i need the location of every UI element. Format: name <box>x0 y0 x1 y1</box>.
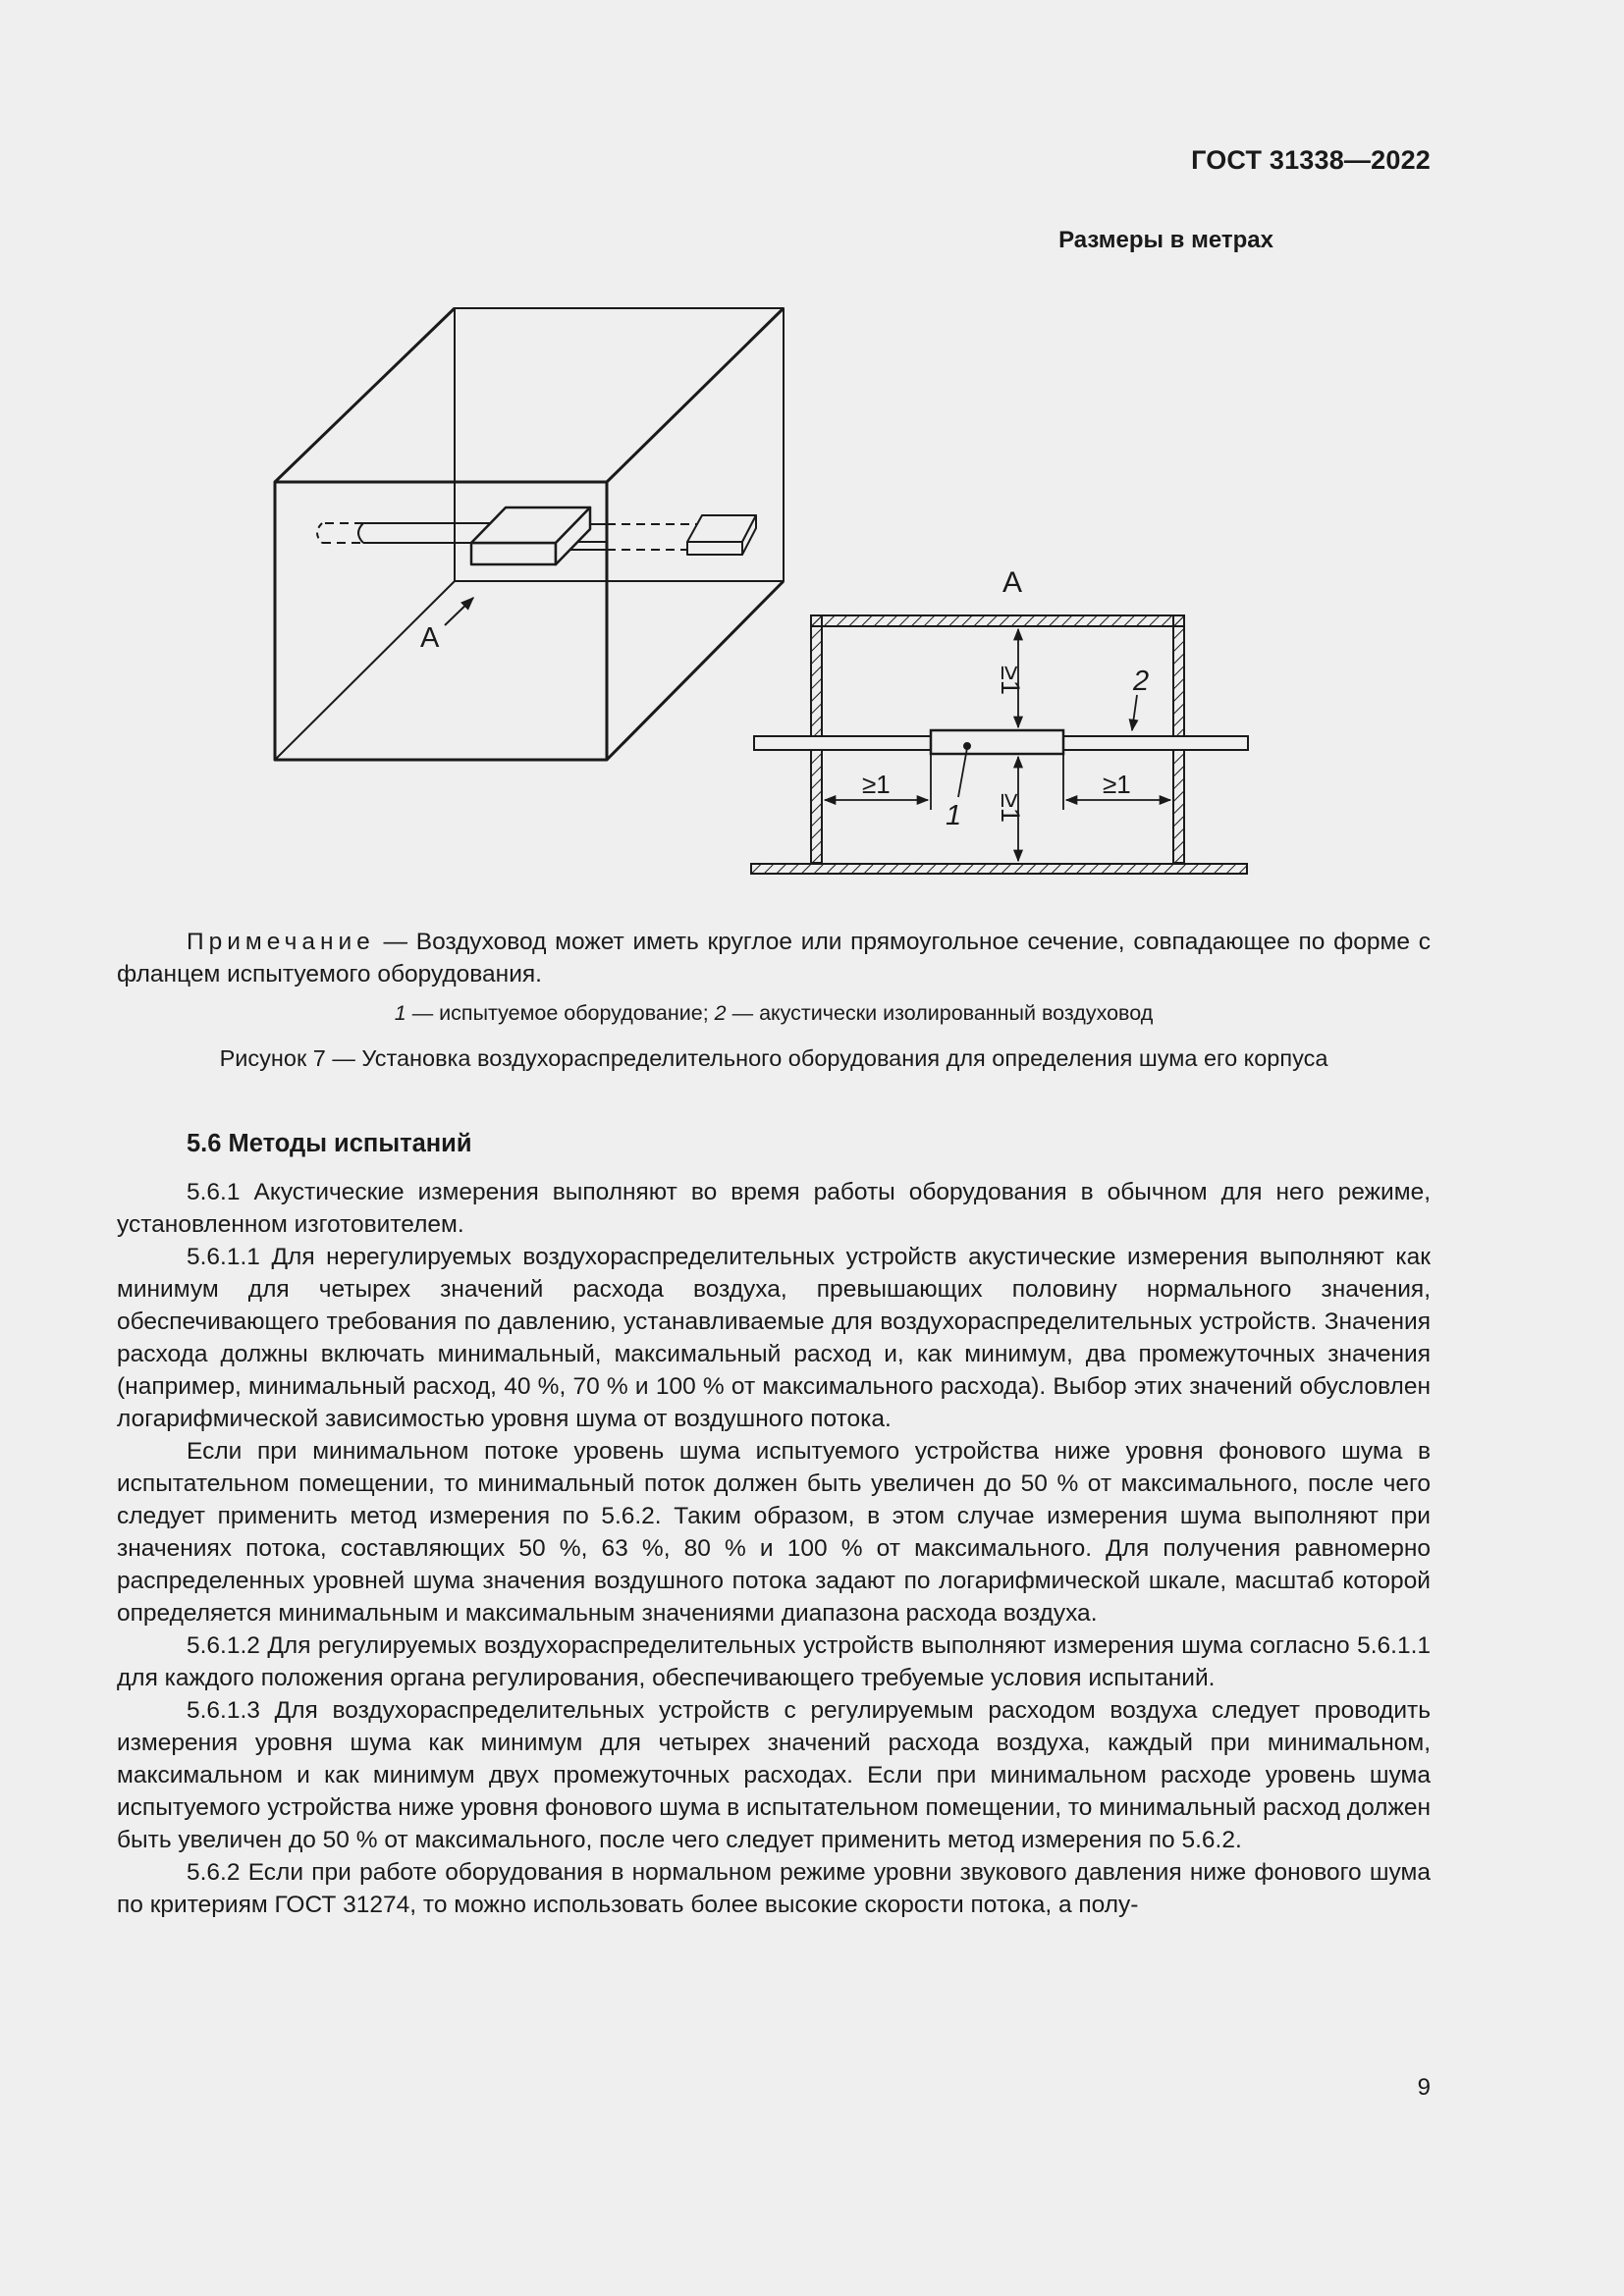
section-a-view <box>751 615 1248 874</box>
dimensions-note: Размеры в метрах <box>1058 227 1273 253</box>
legend-num-2: 2 <box>714 1001 727 1025</box>
dim-left-label: ≥1 <box>862 770 891 799</box>
paragraph: 5.6.2 Если при работе оборудования в нормальном режиме уровни звукового давления ниже фонового шума по критериям ГОСТ 31274, то можно использовать более высокие скорости потока, а полу- <box>117 1859 1431 1918</box>
dim-right-label: ≥1 <box>1103 770 1131 799</box>
perspective-room-view <box>275 308 784 760</box>
body-text <box>117 1176 1431 1921</box>
legend-text-2: — акустически изолированный воздуховод <box>726 1001 1154 1025</box>
figure-legend <box>117 1001 1431 1026</box>
paragraph: 5.6.1.2 Для регулируемых воздухораспределительных устройств выполняют измерения шума согласно 5.6.1.1 для каждого положения органа регулирования, обеспечивающего требуемые условия испытаний. <box>117 1632 1431 1691</box>
note-text: — Воздуховод может иметь круглое или прямоугольное сечение, совпадающее по форме с фланцем испытуемого оборудования. <box>117 929 1431 988</box>
paragraph: Если при минимальном потоке уровень шума испытуемого устройства ниже уровня фонового шума в испытательном помещении, то минимальный поток должен быть увеличен до 50 % от максимального, после чего следует применить метод измерения по 5.6.2. Таким образом, в этом случае измерения шума выполняют при значениях потока, составляющих 50 %, 63 %, 80 % и 100 % от максимального. Для получения равномерно распределенных уровней шума значения воздушного потока задают по логарифмической шкале, масштаб которой определяется минимальным и максимальным значениями диапазона расхода воздуха. <box>117 1438 1431 1627</box>
document-code: ГОСТ 31338—2022 <box>1191 145 1431 175</box>
section-title: 5.6 Методы испытаний <box>187 1130 472 1157</box>
paragraph: 5.6.1.1 Для нерегулируемых воздухораспределительных устройств акустические измерения выполняют как минимум для четырех значений расхода воздуха, превышающих половину нормального значения, обеспечивающего требования по давлению, устанавливаемые для воздухораспределительных устройств. Значения расхода должны включать минимальный, максимальный расход и, как минимум, два промежуточных значения (например, минимальный расход, 40 %, 70 % и 100 % от максимального расхода). Выбор этих значений обусловлен логарифмической зависимостью уровня шума от воздушного потока. <box>117 1244 1431 1432</box>
dim-bottom-label: ≥1 <box>996 793 1025 823</box>
figure-caption: Рисунок 7 — Установка воздухораспределительного оборудования для определения шума его корпуса <box>219 1045 1328 1071</box>
note-label: Примечание <box>187 929 375 955</box>
dim-top-label: ≥1 <box>996 666 1025 695</box>
callout-1: 1 <box>946 800 962 831</box>
legend-text-1: — испытуемое оборудование; <box>406 1001 715 1025</box>
paragraph: 5.6.1 Акустические измерения выполняют во время работы оборудования в обычном для него режиме, установленном изготовителем. <box>117 1179 1431 1238</box>
perspective-view-label: A <box>420 622 440 654</box>
figure-note <box>117 926 1431 990</box>
section-view-label: A <box>1002 566 1023 599</box>
figure-7-drawing <box>0 0 1624 942</box>
paragraph: 5.6.1.3 Для воздухораспределительных устройств с регулируемым расходом воздуха следует проводить измерения уровня шума как минимум для четырех значений расхода воздуха, каждый при минимальном, максимальном и как минимум двух промежуточных расходах. Если при минимальном расходе уровень шума испытуемого устройства ниже уровня фонового шума в испытательном помещении, то минимальный расход должен быть увеличен до 50 % от максимального, после чего следует применить метод измерения по 5.6.2. <box>117 1697 1432 1853</box>
callout-2: 2 <box>1133 666 1150 697</box>
legend-num-1: 1 <box>394 1001 406 1025</box>
page-number: 9 <box>1417 2074 1431 2101</box>
